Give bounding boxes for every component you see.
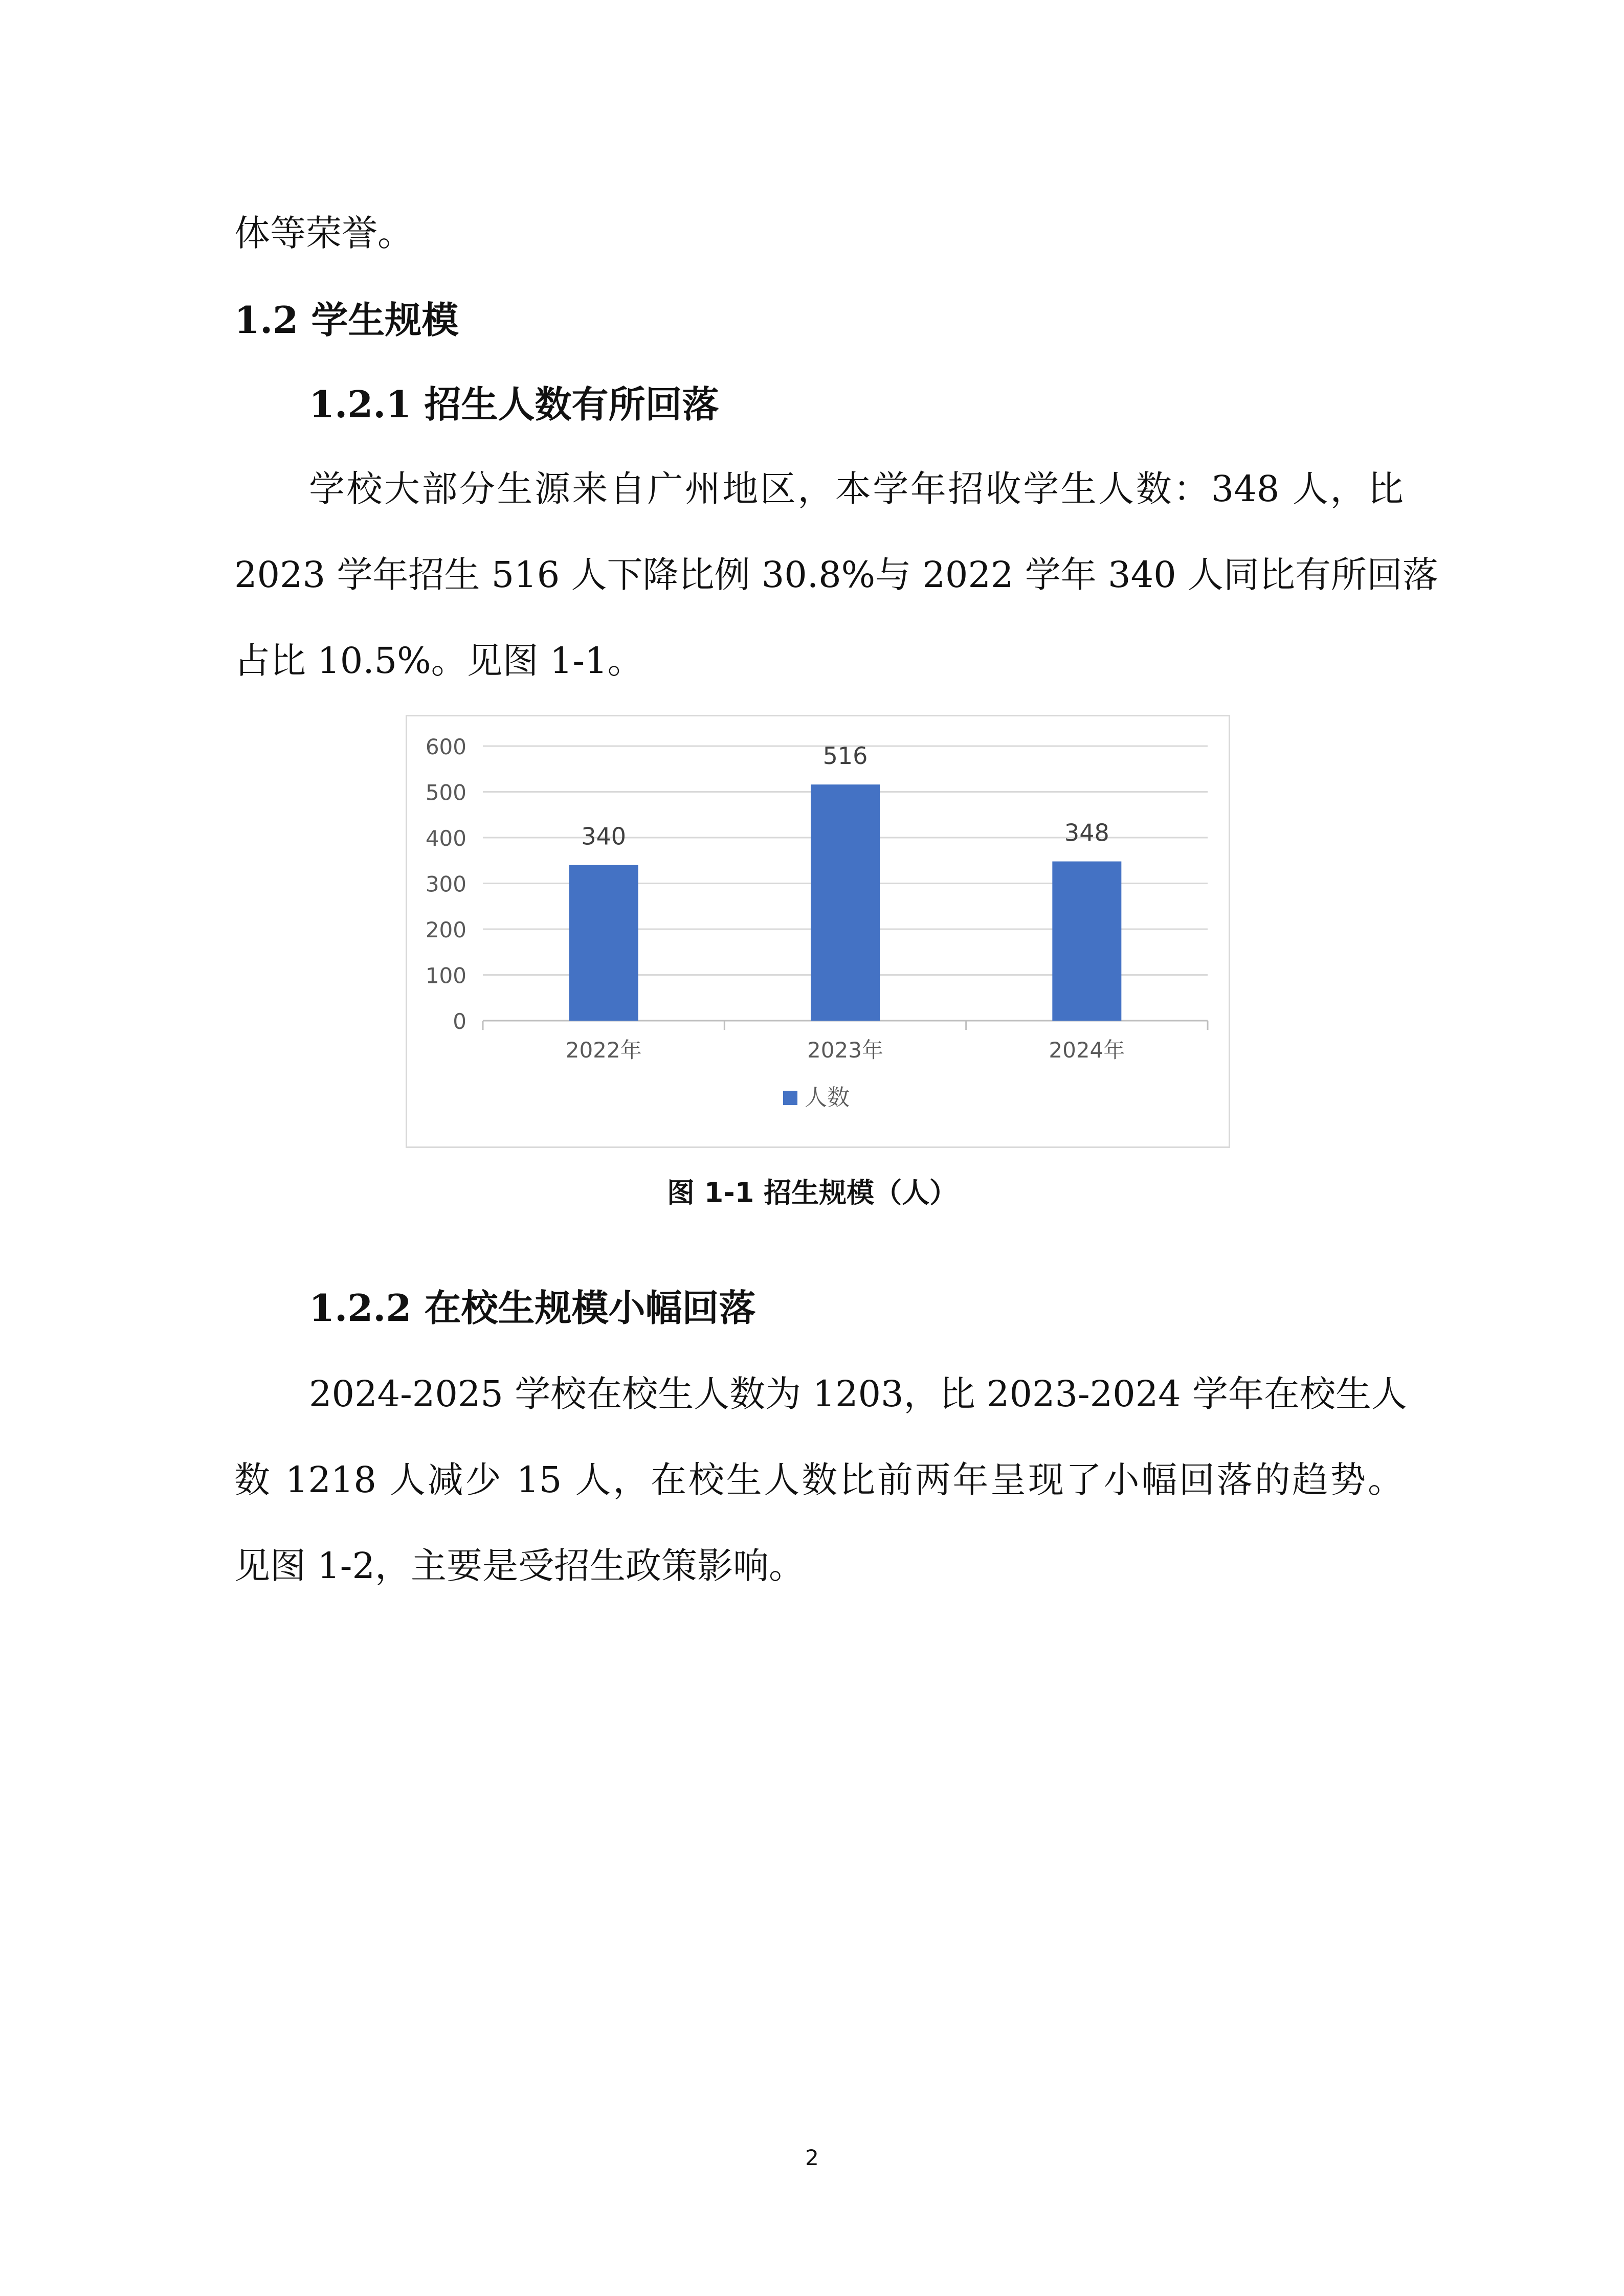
y-tick-label: 500	[425, 780, 466, 805]
x-tick-label: 2024年	[1049, 1038, 1125, 1063]
paragraph-line: 占比 10.5%。见图 1-1。	[234, 640, 643, 682]
paragraph-line: 数 1218 人减少 15 人，在校生人数比前两年呈现了小幅回落的趋势。	[234, 1459, 1404, 1501]
y-tick-label: 600	[425, 734, 466, 759]
y-tick-label: 200	[425, 917, 466, 942]
data-label: 348	[1064, 819, 1109, 847]
chart-canvas	[407, 716, 1232, 1150]
data-label: 340	[581, 822, 627, 850]
subsection-heading: 1.2.1 招生人数有所回落	[309, 382, 719, 426]
data-label: 516	[822, 742, 868, 770]
text-line: 体等荣誉。	[234, 212, 413, 254]
paragraph-line: 见图 1-2，主要是受招生政策影响。	[234, 1545, 805, 1587]
legend-label: 人数	[805, 1085, 850, 1111]
figure-caption: 图 1-1 招生规模（人）	[666, 1177, 958, 1209]
paragraph-line: 学校大部分生源来自广州地区，本学年招收学生人数：348 人，比	[309, 468, 1404, 510]
bar	[1052, 862, 1121, 1021]
y-tick-label: 0	[453, 1009, 466, 1034]
subsection-heading: 1.2.2 在校生规模小幅回落	[309, 1286, 756, 1330]
x-tick-label: 2022年	[565, 1038, 642, 1063]
paragraph-line: 2023 学年招生 516 人下降比例 30.8%与 2022 学年 340 人同比有所回落	[234, 554, 1438, 596]
section-heading: 1.2 学生规模	[234, 298, 459, 342]
paragraph-line: 2024-2025 学校在校生人数为 1203，比 2023-2024 学年在校生人	[309, 1373, 1408, 1415]
legend-swatch	[783, 1091, 797, 1105]
y-tick-label: 100	[425, 963, 466, 988]
y-tick-label: 400	[425, 826, 466, 851]
page-number: 2	[805, 2145, 819, 2170]
bar	[811, 784, 880, 1021]
bar	[569, 865, 638, 1021]
y-tick-label: 300	[425, 871, 466, 897]
enrollment-chart	[406, 715, 1230, 1148]
x-tick-label: 2023年	[807, 1038, 883, 1063]
